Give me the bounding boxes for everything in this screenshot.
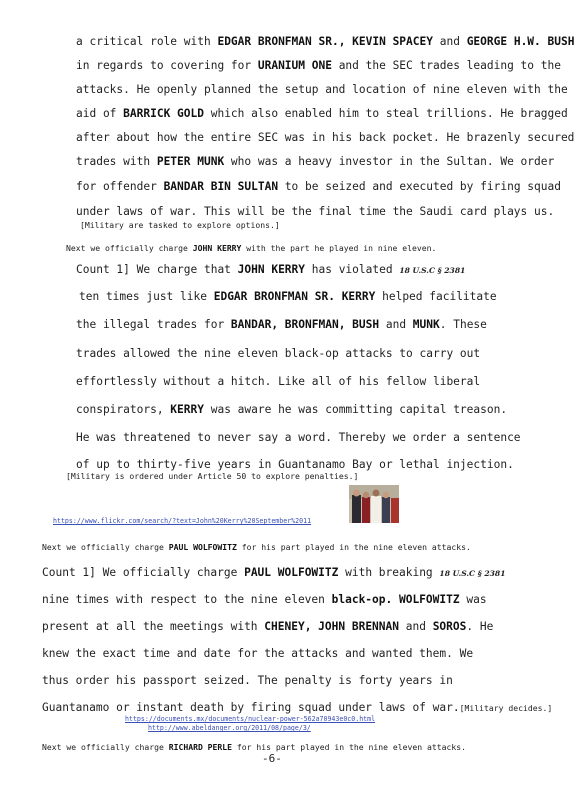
wolfowitz-line-6 bbox=[42, 701, 552, 715]
text: . He bbox=[466, 620, 494, 633]
p1-line-6 bbox=[76, 155, 554, 169]
text: present at all the meetings with bbox=[42, 620, 265, 633]
bold-name: URANIUM ONE bbox=[257, 59, 332, 72]
p1-line-2 bbox=[76, 59, 561, 73]
kerry-line-6 bbox=[76, 403, 507, 417]
statute-citation: 18 U.S.C § 2381 bbox=[439, 569, 506, 578]
kerry-line-7: He was threatened to never say a word. Thereby we order a sentence bbox=[76, 431, 521, 444]
text: aid of bbox=[76, 107, 124, 120]
text: Count 1] We charge that bbox=[76, 263, 238, 276]
p1-line-3: attacks. He openly planned the setup and location of nine eleven with the bbox=[76, 83, 568, 96]
kerry-line-5: effortlessly without a hitch. Like all of his fellow liberal bbox=[76, 375, 481, 388]
text: with breaking bbox=[338, 566, 440, 579]
text: Next we officially charge bbox=[42, 742, 169, 752]
text: Next we officially charge bbox=[66, 243, 193, 253]
text: has violated bbox=[305, 263, 400, 276]
text: was aware he was committing capital treason. bbox=[203, 403, 508, 416]
p1-line-5: after about how the entire SEC was in his back pocket. He brazenly secured bbox=[76, 131, 575, 144]
wolfowitz-source-link-1[interactable]: https://documents.mx/documents/nuclear-power-562a70943e0c0.html bbox=[125, 715, 376, 723]
text: Count 1] We officially charge bbox=[42, 566, 245, 579]
wolfowitz-line-4: knew the exact time and date for the attacks and wanted them. We bbox=[42, 647, 474, 660]
bold-name: CHENEY, JOHN BRENNAN bbox=[264, 620, 399, 633]
wolfowitz-line-3 bbox=[42, 620, 493, 634]
text: and bbox=[433, 35, 467, 48]
wolfowitz-line-1 bbox=[42, 566, 506, 581]
bold-name: MUNK bbox=[412, 318, 440, 331]
bold-name: EDGAR BRONFMAN SR. KERRY bbox=[213, 290, 376, 303]
text: and bbox=[399, 620, 433, 633]
bold-name: BANDAR BIN SULTAN bbox=[163, 180, 279, 193]
text: and bbox=[379, 318, 413, 331]
text: the illegal trades for bbox=[76, 318, 231, 331]
photo-thumbnail bbox=[349, 485, 399, 523]
p1-line-1 bbox=[76, 35, 574, 49]
bold-name: BARRICK GOLD bbox=[123, 107, 204, 120]
text: nine times with respect to the nine eleven bbox=[42, 593, 332, 606]
kerry-line-1 bbox=[76, 263, 465, 278]
bold-name: JOHN KERRY bbox=[237, 263, 306, 276]
kerry-line-2 bbox=[79, 290, 497, 304]
wolfowitz-note: [Military decides.] bbox=[459, 703, 553, 713]
text: Guantanamo or instant death by firing squad under laws of war. bbox=[42, 701, 460, 714]
bold-name: SOROS bbox=[432, 620, 467, 633]
text: and the SEC trades leading to the bbox=[331, 59, 561, 72]
bold-name: KERRY bbox=[170, 403, 204, 416]
wolfowitz-line-2 bbox=[42, 593, 487, 607]
kerry-line-3 bbox=[76, 318, 487, 332]
text: for offender bbox=[76, 180, 164, 193]
text: which also enabled him to steal trillions. He bragged bbox=[203, 107, 568, 120]
bold-name: JOHN KERRY bbox=[192, 243, 242, 253]
p1-line-8: under laws of war. This will be the final time the Saudi card plays us. bbox=[76, 205, 555, 218]
kerry-note: [Military is ordered under Article 50 to explore penalties.] bbox=[66, 471, 359, 481]
text: in regards to covering for bbox=[76, 59, 258, 72]
kerry-line-4: trades allowed the nine eleven black-op attacks to carry out bbox=[76, 347, 481, 360]
text: to be seized and executed by firing squad bbox=[278, 180, 561, 193]
bold-name: BANDAR, BRONFMAN, BUSH bbox=[230, 318, 380, 331]
text: conspirators, bbox=[76, 403, 171, 416]
text: . These bbox=[439, 318, 487, 331]
bold-name: RICHARD PERLE bbox=[168, 742, 233, 752]
text: a critical role with bbox=[76, 35, 218, 48]
text: for his part played in the nine eleven attacks. bbox=[232, 742, 466, 752]
text: was bbox=[459, 593, 487, 606]
text: helped facilitate bbox=[375, 290, 497, 303]
page-number: -6- bbox=[262, 752, 282, 765]
wolfowitz-source-link-2[interactable]: http://www.abeldanger.org/2011/08/page/3/ bbox=[148, 724, 311, 732]
p1-line-4 bbox=[76, 107, 568, 121]
kerry-source-link[interactable]: https://www.flickr.com/search/?text=John%20Kerry%20September%2011 bbox=[53, 517, 312, 525]
perle-intro bbox=[42, 742, 466, 752]
text: trades with bbox=[76, 155, 157, 168]
statute-citation: 18 U.S.C § 2381 bbox=[399, 266, 466, 275]
bold-name: PAUL WOLFOWITZ bbox=[244, 566, 339, 579]
p1-line-7 bbox=[76, 180, 561, 194]
bold-name: black-op. WOLFOWITZ bbox=[331, 593, 460, 606]
p1-note: [Military are tasked to explore options.] bbox=[80, 220, 280, 230]
text: ten times just like bbox=[79, 290, 214, 303]
text: with the part he played in nine eleven. bbox=[241, 243, 437, 253]
wolfowitz-intro bbox=[42, 542, 471, 552]
text: who was a heavy investor in the Sultan. We order bbox=[224, 155, 555, 168]
wolfowitz-line-5: thus order his passport seized. The penalty is forty years in bbox=[42, 674, 453, 687]
text: for his part played in the nine eleven attacks. bbox=[236, 542, 471, 552]
kerry-intro bbox=[66, 243, 436, 253]
bold-name: PAUL WOLFOWITZ bbox=[168, 542, 237, 552]
text: Next we officially charge bbox=[42, 542, 169, 552]
kerry-line-8: of up to thirty-five years in Guantanamo Bay or lethal injection. bbox=[76, 458, 514, 471]
bold-name: PETER MUNK bbox=[156, 155, 225, 168]
photo-image bbox=[349, 485, 399, 523]
bold-name: GEORGE H.W. BUSH bbox=[466, 35, 575, 48]
bold-name: EDGAR BRONFMAN SR., KEVIN SPACEY bbox=[217, 35, 433, 48]
